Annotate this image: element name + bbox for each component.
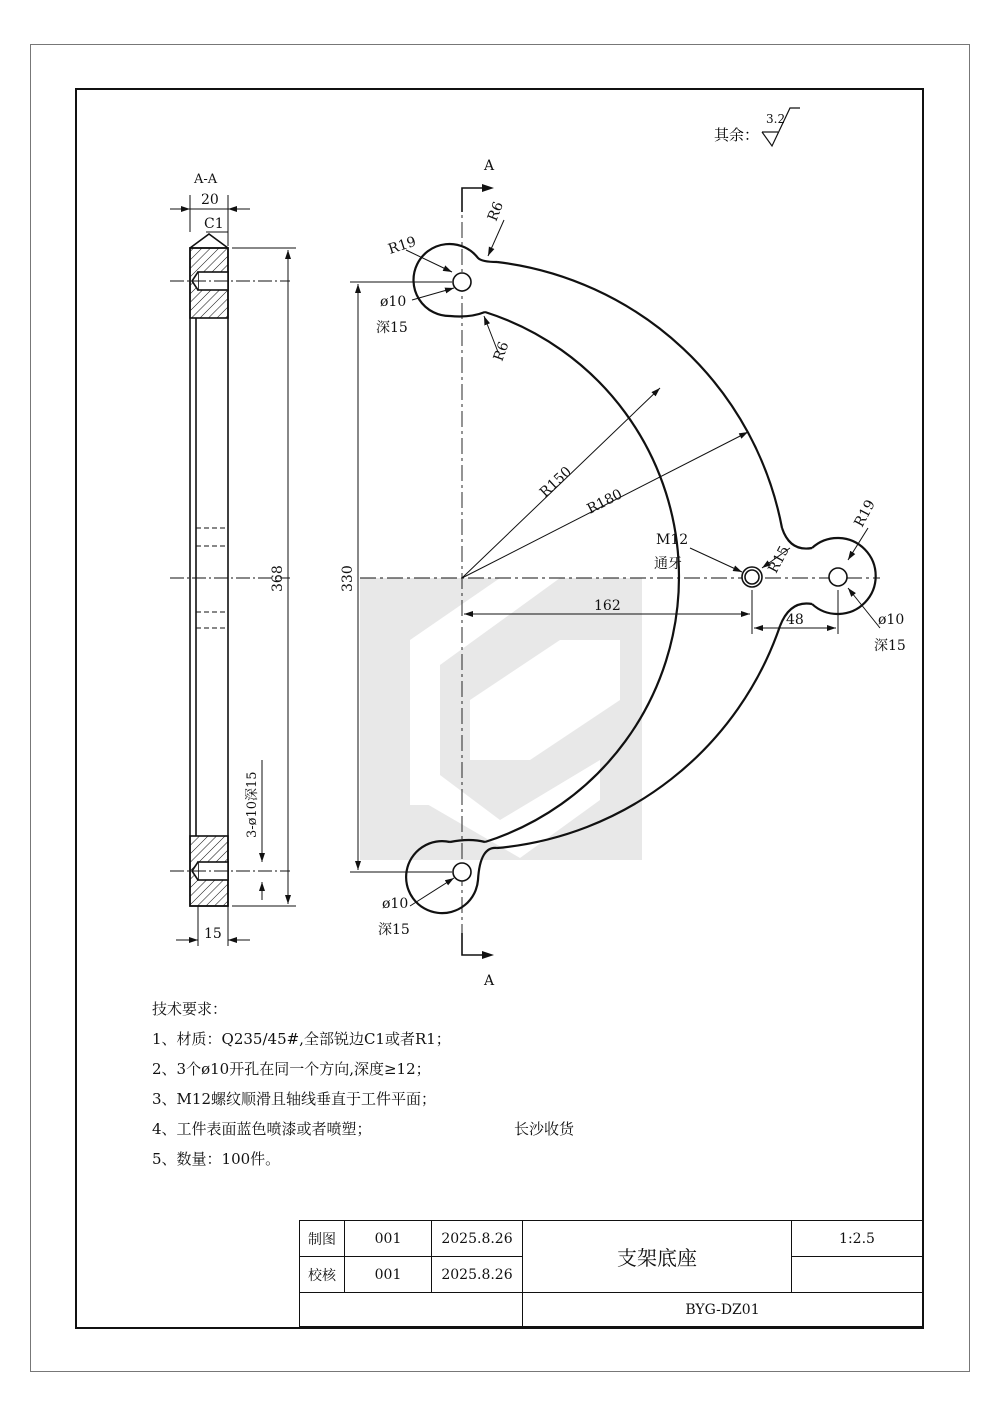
dim-hole-top-depth: 深15	[376, 320, 408, 336]
dim-hole-right-dia: ø10	[878, 612, 905, 628]
section-label: A-A	[194, 172, 218, 187]
tb-empty-wide	[300, 1293, 523, 1327]
dim-hole-top-dia: ø10	[380, 294, 407, 310]
hole-top	[453, 273, 471, 291]
dim-span: 330	[340, 565, 356, 592]
dim-height: 368	[270, 565, 286, 592]
dim-r180: R180	[584, 486, 626, 518]
tb-row2-label: 校核	[300, 1257, 345, 1293]
tb-row2-code: 001	[345, 1257, 432, 1293]
hole-right	[829, 568, 847, 586]
tech-item: 1、材质：Q235/45#,全部锐边C1或者R1；	[152, 1030, 451, 1048]
tb-row1-code: 001	[345, 1221, 432, 1257]
roughness-prefix: 其余：	[714, 126, 760, 144]
dim-hole-bottom-dia: ø10	[382, 896, 409, 912]
scale: 1:2.5	[792, 1221, 923, 1257]
dim-r150: R150	[536, 463, 575, 501]
tech-item: 3、M12螺纹顺滑且轴线垂直于工件平面；	[152, 1090, 436, 1108]
roughness-value: 3.2	[766, 112, 786, 126]
dim-48: 48	[786, 612, 804, 628]
dim-r19-top: R19	[386, 233, 419, 258]
dim-width-top: 20	[201, 192, 219, 208]
tb-row1-label: 制图	[300, 1221, 345, 1257]
dim-r6-top: R6	[484, 199, 507, 224]
part-name: 支架底座	[523, 1221, 792, 1293]
tb-row2-date: 2025.8.26	[432, 1257, 523, 1293]
dim-r6-bottom: R6	[490, 339, 513, 364]
dim-width-bottom: 15	[204, 926, 222, 942]
dim-holes: 3-ø10深15	[245, 771, 260, 838]
title-block	[299, 1220, 923, 1327]
tech-requirements	[152, 994, 451, 1174]
dim-r15: R15	[765, 543, 793, 576]
drawing-number: BYG-DZ01	[523, 1293, 923, 1327]
hole-bottom	[453, 863, 471, 881]
dim-hole-bottom-depth: 深15	[378, 922, 410, 938]
tech-item: 4、工件表面蓝色喷漆或者喷塑；	[152, 1120, 372, 1138]
tb-row1-date: 2025.8.26	[432, 1221, 523, 1257]
dim-hole-right-depth: 深15	[874, 638, 906, 654]
watermark-logo	[360, 578, 642, 860]
cut-label-top: A	[484, 158, 495, 174]
dim-162: 162	[594, 598, 621, 614]
cut-label-bottom: A	[484, 973, 495, 989]
dim-chamfer: C1	[204, 216, 224, 232]
tech-title: 技术要求：	[152, 1000, 228, 1018]
tech-item: 5、数量：100件。	[152, 1150, 281, 1168]
dim-r19-right: R19	[851, 497, 879, 530]
tb-empty	[792, 1257, 923, 1293]
dim-m12: M12	[656, 532, 689, 548]
delivery-stamp: 长沙收货	[514, 1120, 575, 1138]
dim-m12-note: 通牙	[654, 556, 682, 572]
tech-item: 2、3个ø10开孔在同一个方向,深度≥12；	[152, 1060, 431, 1078]
